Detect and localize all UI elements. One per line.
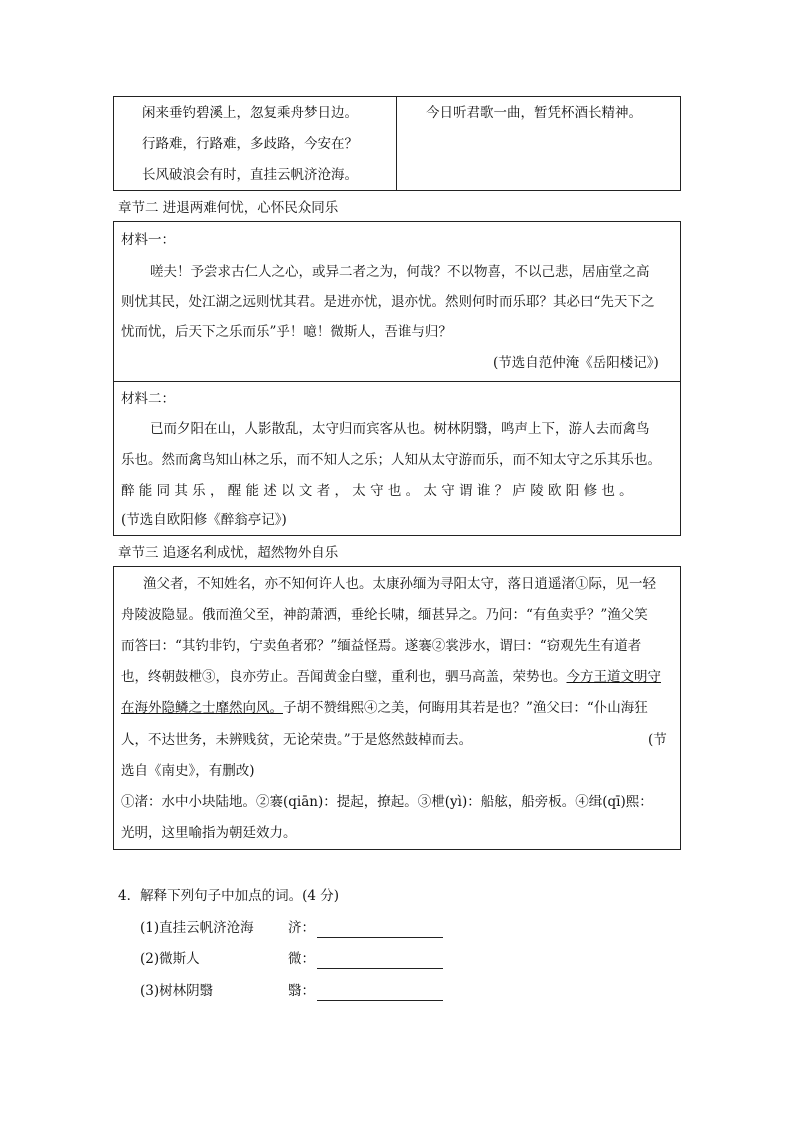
question-title: 4．解释下列句子中加点的词。(4 分): [118, 888, 340, 904]
chapter3-line: [121, 698, 648, 718]
poem-right-line: 今日听君歌一曲，暂凭杯酒长精神。: [426, 105, 642, 121]
material2-line: 已而夕阳在山，人影散乱，太守归而宾客从也。树林阴翳，鸣声上下，游人去而禽鸟: [150, 421, 650, 437]
poem-left-line: 长风破浪会有时，直挂云帆济沧海。: [142, 167, 358, 183]
material1-line: 忧而忧，后天下之乐而乐”乎！噫！微斯人，吾谁与归？: [121, 324, 452, 340]
chapter3-heading: 章节三 追逐名利成忧，超然物外自乐: [118, 545, 339, 561]
material1-line: 则忧其民，处江湖之远则忧其君。是进亦忧，退亦忧。然则何时而乐耶？其必曰“先天下之: [121, 294, 655, 310]
poem-table-divider: [396, 96, 397, 191]
question-item-sentence: (2)微斯人: [140, 951, 200, 967]
question-item-word: 微：: [288, 951, 315, 967]
material2-label: 材料二：: [121, 391, 175, 407]
question-item-word: 济：: [288, 920, 315, 936]
chapter3-note: 光明，这里喻指为朝廷效力。: [121, 825, 297, 841]
question-item-answer: [288, 918, 443, 938]
chapter3-line: 人，不达世务，未辨贱贫，无论荣贵。”于是悠然鼓棹而去。: [121, 732, 473, 748]
material2-line: 乐也。然而禽鸟知山林之乐，而不知人之乐；人知从太守游而乐，而不知太守之乐其乐也。: [121, 452, 661, 468]
chapter3-line: 舟陵波隐显。俄而渔父至，神韵萧洒，垂纶长啸，缅甚异之。乃问：“有鱼卖乎？”渔父笑: [121, 607, 648, 623]
question-item-word: 翳：: [288, 983, 315, 999]
material1-label: 材料一：: [121, 232, 175, 248]
question-item-sentence: (3)树林阴翳: [140, 983, 214, 999]
underlined-sentence-part1: 今方王道文明守: [566, 669, 661, 685]
material1-line: 嗟夫！予尝求古仁人之心，或异二者之为，何哉？不以物喜，不以己悲，居庙堂之高: [150, 264, 650, 280]
chapter3-note: ①渚：水中小块陆地。②褰(qiān)：提起，撩起。③枻(yì)：船舷，船旁板。④缉(qī)熙：: [121, 794, 653, 810]
chapter2-divider: [113, 381, 681, 382]
chapter3-line: 渔父者，不知姓名，亦不知何许人也。太康孙缅为寻阳太守，落日逍遥渚①际，见一轻: [143, 576, 656, 592]
answer-blank[interactable]: [317, 986, 443, 1001]
material2-source: (节选自欧阳修《醉翁亭记》): [121, 512, 287, 528]
chapter3-line: [121, 667, 661, 687]
answer-blank[interactable]: [317, 954, 443, 969]
underlined-sentence-part2: 在海外隐鳞之士靡然向风。: [121, 700, 283, 716]
chapter3-source: 选自《南史》，有删改): [121, 763, 255, 779]
material1-source: (节选自范仲淹《岳阳楼记》): [493, 355, 659, 371]
chapter2-heading: 章节二 进退两难何忧，心怀民众同乐: [118, 200, 339, 216]
poem-left-line: 行路难，行路难，多歧路，今安在？: [142, 136, 358, 152]
chapter3-line: 而答曰：“其钓非钓，宁卖鱼者邪？”缅益怪焉。遂褰②裳涉水，谓曰：“窃观先生有道者: [121, 638, 642, 654]
chapter3-source-start: (节: [648, 732, 667, 748]
answer-blank[interactable]: [317, 923, 443, 938]
question-item-answer: [288, 949, 443, 969]
chapter3-line-text: 子胡不赞缉熙④之美，何晦用其若是也？”渔父曰：“仆山海狂: [283, 700, 648, 716]
question-item-sentence: (1)直挂云帆济沧海: [140, 920, 254, 936]
poem-left-line: 闲来垂钓碧溪上，忽复乘舟梦日边。: [142, 105, 358, 121]
chapter3-line-text: 也，终朝鼓枻③，良亦劳止。吾闻黄金白璧，重利也，驷马高盖，荣势也。: [121, 669, 567, 685]
question-item-answer: [288, 981, 443, 1001]
material2-line: 醉 能 同 其 乐 ， 醒 能 述 以 文 者 ， 太 守 也 。 太 守 谓 谁 ？ 庐 陵 欧 阳 修 也 。: [121, 483, 633, 499]
